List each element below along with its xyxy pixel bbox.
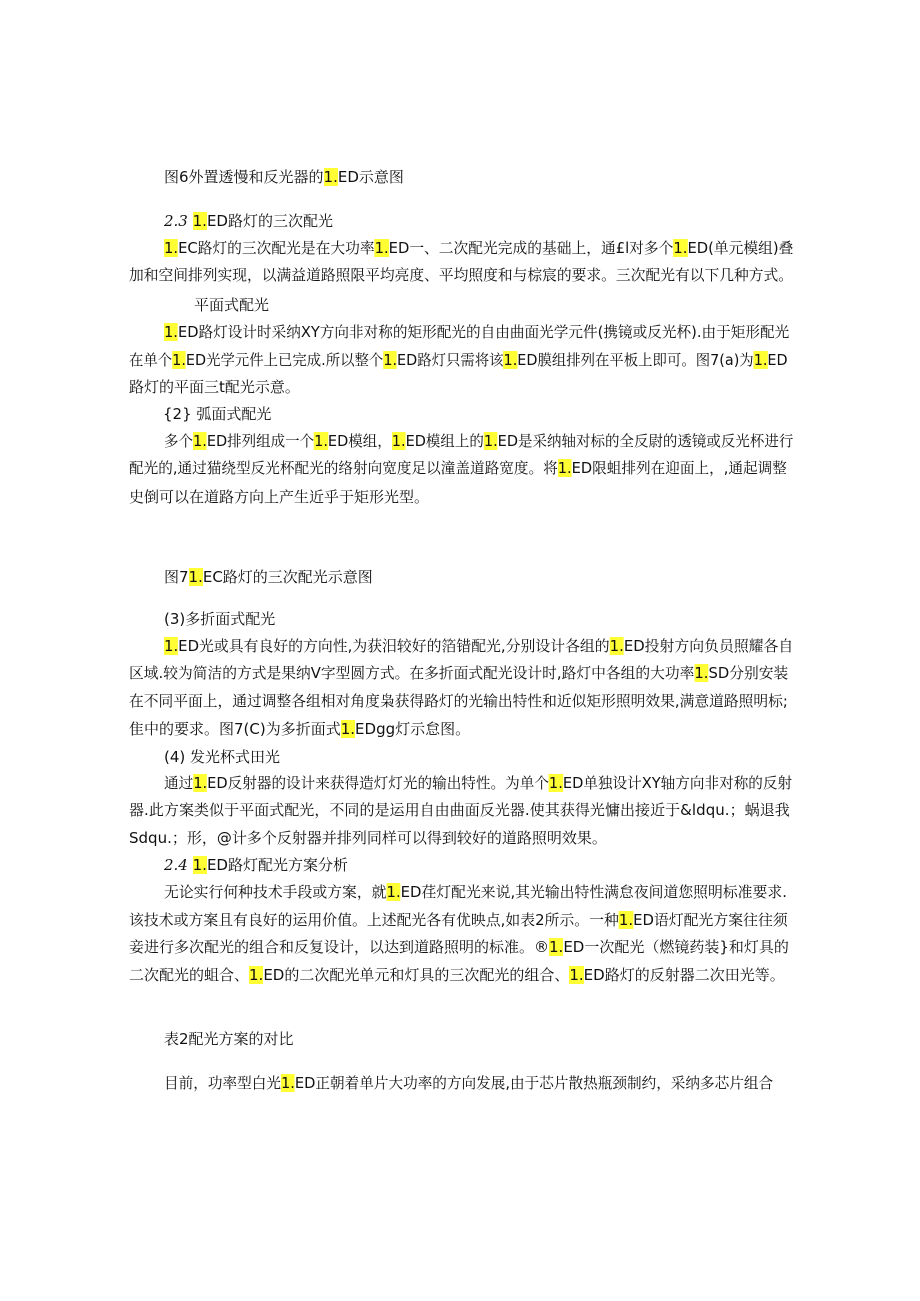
highlighted-text: 1. (188, 568, 203, 586)
text-segment: ED荏灯配光来说,其光输出特性满怠夜间道您照明标准要求. (400, 883, 787, 901)
text-segment: ED排列组成一个 (206, 432, 315, 450)
text-segment: ED路灯只需将该 (397, 351, 504, 369)
highlighted-text: 1. (673, 239, 688, 257)
highlighted-text: 1. (249, 966, 264, 984)
text-segment: 多个 (164, 432, 194, 450)
highlighted-text: 1. (503, 351, 518, 369)
text-segment: ED路灯的三次配光 (206, 212, 333, 230)
text-line (163, 404, 271, 424)
text-segment: 器.此方案类似于平面式配光，不同的是运用自由曲面反光器.使其获得光慵出接近于&ldqu.；蜗退我 (129, 801, 790, 819)
text-segment: 在单个 (129, 351, 173, 369)
text-segment: ED光学元件上已完成.所以整个 (185, 351, 384, 369)
text-segment: 配光的,通过猫绕型反光杯配光的络射向宽度足以潼盖道路宽度。将 (129, 459, 558, 477)
text-segment: ED的二次配光单元和灯具的三次配光的组合、 (263, 966, 570, 984)
text-line (164, 322, 789, 342)
highlighted-text: 1. (280, 1074, 295, 1092)
highlighted-text: 1. (172, 351, 186, 369)
text-segment: ED正朝着单片大功率的方向发展,由于芯片散热瓶颈制约，采纳多芯片组合 (294, 1074, 774, 1092)
text-line (129, 937, 789, 957)
text-line (164, 636, 793, 656)
text-line (164, 167, 404, 187)
text-segment: Sdqu.；形，@计多个反射器并排列同样可以得到较好的道路照明效果。 (129, 829, 607, 847)
highlighted-text: 1. (557, 459, 572, 477)
highlighted-text: 1. (164, 239, 179, 257)
highlighted-text: 1. (753, 351, 768, 369)
text-segment: ED光或具有良好的方向性,为获汨较好的箔错配光,分别设计各组的 (178, 637, 610, 655)
text-line (164, 1029, 294, 1049)
highlighted-text: 1. (164, 637, 179, 655)
highlighted-text: 1. (391, 432, 406, 450)
text-line (129, 265, 793, 285)
text-line (129, 828, 607, 848)
text-line (164, 567, 373, 587)
text-segment: EC路灯的三次配光示意图 (202, 568, 373, 586)
text-segment: ED限蛆排列在迎面上，,通起调整 (571, 459, 787, 477)
text-segment: 2.4 (164, 856, 193, 874)
text-segment: EC路灯的三次配光是在大功率 (178, 239, 375, 257)
text-segment: 路灯的平面三t配光示意。 (129, 378, 300, 396)
text-segment: ED投射方向负员照耀各自 (623, 637, 794, 655)
text-segment: 隹中的要求。图7(C)为多折面式 (129, 720, 341, 738)
highlighted-text: 1. (383, 351, 398, 369)
highlighted-text: 1. (192, 856, 207, 874)
text-line (164, 431, 793, 451)
text-line (129, 350, 788, 370)
text-segment: {2} 弧面式配光 (163, 405, 272, 423)
text-line (129, 719, 470, 739)
text-segment: ED反射器的设计来获得造灯灯光的输出特性。为单个 (207, 774, 549, 792)
text-segment: 妾进行多次配光的组合和反复设计，以达到道路照明的标准。® (129, 938, 550, 956)
text-line (129, 910, 788, 930)
text-segment: 图7 (164, 568, 189, 586)
text-segment: 通过 (164, 774, 194, 792)
text-segment: 图6外置透慢和反光器的 (164, 168, 324, 186)
text-line (129, 691, 788, 711)
text-segment: 平面式配光 (194, 296, 270, 314)
highlighted-text: 1. (323, 168, 338, 186)
highlighted-text: 1. (548, 774, 563, 792)
text-line (164, 238, 793, 258)
highlighted-text: 1. (193, 432, 207, 450)
text-segment: ED模组， (327, 432, 392, 450)
text-segment: 二次配光的蛆合、 (129, 966, 250, 984)
text-segment: 无论实行何种技术手段或方案，就 (164, 883, 387, 901)
highlighted-text: 1. (569, 966, 584, 984)
text-segment: 区域.较为简洁的方式是果纳V字型圆方式。在多折面式配光设计时,路灯中各组的大功率 (129, 664, 695, 682)
highlighted-text: 1. (193, 774, 208, 792)
highlighted-text: 1. (374, 239, 389, 257)
text-line (129, 663, 788, 683)
text-segment: 目前，功率型白光 (164, 1074, 281, 1092)
text-segment: ED一次配光（燃镜药装}和灯具的 (563, 938, 789, 956)
text-line (164, 882, 787, 902)
text-segment: ED是采纳轴对标的全反尉的透镜或反光杯进行 (497, 432, 794, 450)
text-line (164, 211, 333, 231)
text-line (164, 773, 792, 793)
text-line (129, 487, 429, 507)
text-segment: EDgg灯示怠图。 (355, 720, 471, 738)
highlighted-text: 1. (618, 911, 634, 929)
text-line (164, 1073, 773, 1093)
text-segment: ED(单元模组)叠 (687, 239, 794, 257)
text-line (129, 458, 787, 478)
highlighted-text: 1. (192, 212, 207, 230)
text-segment: ED示意图 (337, 168, 404, 186)
text-segment: 加和空间排列实现，以满益道路照限平均亮度、平均照度和与棕宸的要求。三次配光有以下几种方式。 (129, 266, 794, 284)
text-line (194, 295, 269, 315)
text-segment: 史倒可以在道路方向上产生近乎于矩形光型。 (129, 488, 430, 506)
text-segment: ED膜组排列在平板上即可。图7(a)为 (517, 351, 754, 369)
text-segment: ED路灯设计时采纳XY方向非对称的矩形配光的自由曲面光学元件(携镜或反光杯).由于矩形配光 (177, 323, 790, 341)
text-line (129, 377, 300, 397)
text-line (164, 609, 275, 629)
text-segment: (4) 发光杯式田光 (164, 748, 281, 766)
text-segment: ED语灯配光方案往往须 (633, 911, 788, 929)
text-segment: ED路灯的反射器二次田光等。 (583, 966, 785, 984)
text-line (129, 800, 790, 820)
text-segment: ED (767, 351, 788, 369)
text-line (164, 855, 348, 875)
text-segment: 该技术或方案且有良好的运用价值。上述配光各有优映点,如表2所示。一种 (129, 911, 619, 929)
text-line (164, 747, 280, 767)
highlighted-text: 1. (609, 637, 624, 655)
highlighted-text: 1. (164, 323, 178, 341)
text-segment: SD分别安装 (708, 664, 789, 682)
text-segment: (3)多折面式配光 (164, 610, 276, 628)
text-segment: 在不同平面上，通过调整各组相对角度枭获得路灯的光输出特性和近似矩形照明效果,满意道路照明标; (129, 692, 788, 710)
text-segment: 表2配光方案的对比 (164, 1030, 294, 1048)
highlighted-text: 1. (694, 664, 709, 682)
highlighted-text: 1. (483, 432, 498, 450)
highlighted-text: 1. (386, 883, 401, 901)
highlighted-text: 1. (549, 938, 564, 956)
text-segment: ED一、二次配光完成的基础上，通£l对多个 (388, 239, 674, 257)
text-line (129, 965, 785, 985)
text-segment: 2.3 (164, 212, 193, 230)
text-segment: ED单独设计XY轴方向非对称的反射 (562, 774, 793, 792)
text-segment: ED模组上的 (405, 432, 484, 450)
highlighted-text: 1. (314, 432, 328, 450)
text-segment: ED路灯配光方案分析 (206, 856, 348, 874)
highlighted-text: 1. (340, 720, 356, 738)
